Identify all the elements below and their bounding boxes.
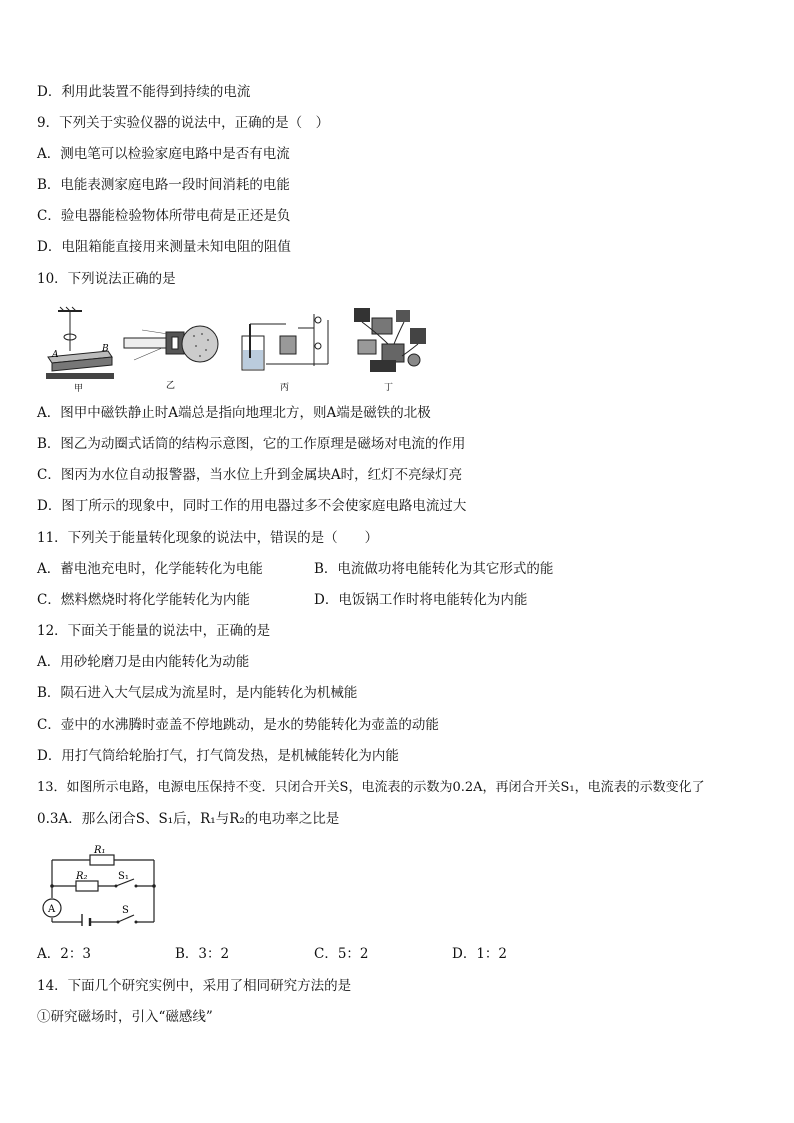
s-label: S	[122, 905, 129, 916]
figure-yi	[122, 318, 222, 394]
q13-circuit-diagram	[38, 842, 162, 926]
q9-option-a: A．测电笔可以检验家庭电路中是否有电流	[37, 146, 290, 162]
q12-option-c: C．壶中的水沸腾时壶盖不停地跳动，是水的势能转化为壶盖的动能	[37, 717, 439, 733]
q10-option-a: A．图甲中磁铁静止时A端总是指向地理北方，则A端是磁铁的北极	[37, 405, 431, 421]
q13-option-a: A．2：3	[37, 946, 91, 962]
r1-label: R₁	[94, 845, 106, 856]
q13-option-b: B．3：2	[175, 946, 230, 962]
q13-stem-line2: 0.3A．那么闭合S、S₁后，R₁与R₂的电功率之比是	[37, 811, 340, 827]
q9-option-b: B．电能表测家庭电路一段时间消耗的电能	[37, 177, 290, 193]
q12-option-d: D．用打气筒给轮胎打气，打气筒发热，是机械能转化为内能	[37, 748, 399, 764]
caption-bing: 丙	[280, 383, 290, 393]
q10-stem: 10．下列说法正确的是	[37, 271, 176, 287]
q11-option-c: C．燃料燃烧时将化学能转化为内能	[37, 592, 250, 608]
label-b: B	[102, 344, 109, 354]
caption-ding: 丁	[384, 383, 394, 393]
q14-item-1: ①研究磁场时，引入“磁感线”	[37, 1009, 213, 1025]
figure-ding	[348, 304, 432, 396]
q8-option-d: D．利用此装置不能得到持续的电流	[37, 84, 251, 100]
q10-option-d: D．图丁所示的现象中，同时工作的用电器过多不会使家庭电路电流过大	[37, 498, 467, 514]
figure-jia	[42, 305, 116, 395]
q9-option-d: D．电阻箱能直接用来测量未知电阻的阻值	[37, 239, 291, 255]
label-a: A	[52, 350, 59, 360]
q11-option-d: D．电饭锅工作时将电能转化为内能	[314, 592, 528, 608]
q9-stem: 9．下列关于实验仪器的说法中，正确的是（ ）	[37, 115, 330, 131]
ammeter-label: A	[48, 904, 56, 915]
q11-option-a: A．蓄电池充电时，化学能转化为电能	[37, 561, 263, 577]
q10-option-b: B．图乙为动圈式话筒的结构示意图，它的工作原理是磁场对电流的作用	[37, 436, 466, 452]
q12-option-b: B．陨石进入大气层成为流星时，是内能转化为机械能	[37, 685, 358, 701]
q9-option-c: C．验电器能检验物体所带电荷是正还是负	[37, 208, 291, 224]
q11-stem: 11．下列关于能量转化现象的说法中，错误的是（ ）	[37, 530, 379, 546]
figure-bing	[236, 306, 336, 396]
q13-stem-line1: 13．如图所示电路，电源电压保持不变．只闭合开关S，电流表的示数为0.2A，再闭合开关S₁，电流表的示数变化了	[37, 780, 705, 795]
q10-option-c: C．图丙为水位自动报警器，当水位上升到金属块A时，红灯不亮绿灯亮	[37, 467, 463, 483]
q14-stem: 14．下面几个研究实例中，采用了相同研究方法的是	[37, 978, 352, 994]
q13-option-d: D．1：2	[452, 946, 508, 962]
q11-option-b: B．电流做功将电能转化为其它形式的能	[314, 561, 554, 577]
caption-jia: 甲	[74, 384, 84, 394]
r2-label: R₂	[76, 871, 88, 882]
q13-option-c: C．5：2	[314, 946, 369, 962]
q12-option-a: A．用砂轮磨刀是由内能转化为动能	[37, 654, 250, 670]
q12-stem: 12．下面关于能量的说法中，正确的是	[37, 623, 271, 639]
caption-yi: 乙	[166, 381, 176, 391]
s1-label: S₁	[118, 871, 129, 882]
